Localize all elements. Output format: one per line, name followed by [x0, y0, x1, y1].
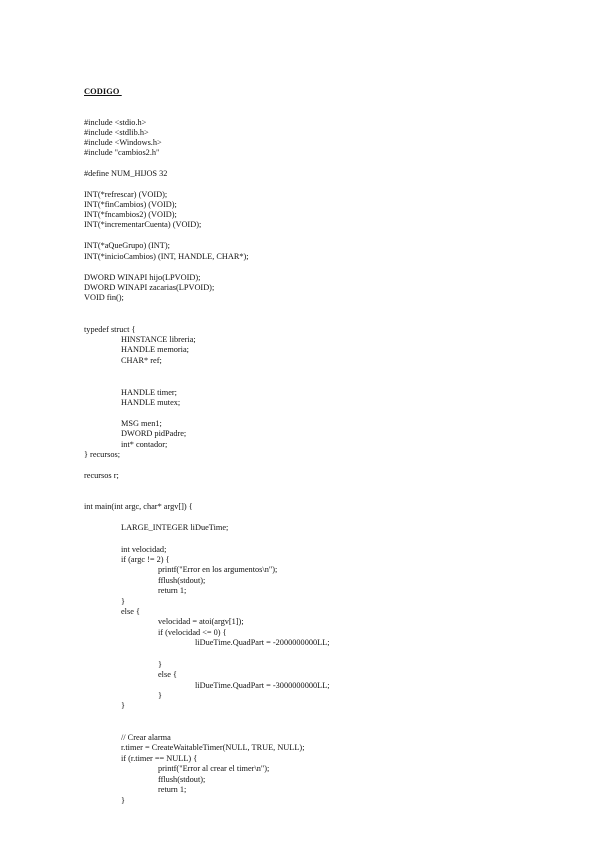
code-line: LARGE_INTEGER liDueTime;: [121, 523, 229, 532]
code-line: DWORD WINAPI hijo(LPVOID);: [84, 273, 201, 282]
code-line: return 1;: [158, 785, 187, 794]
code-line: liDueTime.QuadPart = -3000000000LL;: [195, 681, 330, 690]
code-line: INT(*aQueGrupo) (INT);: [84, 241, 170, 250]
code-line: #include <stdio.h>: [84, 118, 147, 127]
code-line: INT(*fncambios2) (VOID);: [84, 210, 177, 219]
code-line: }: [158, 691, 162, 700]
code-line: int velocidad;: [121, 545, 167, 554]
code-line: r.timer = CreateWaitableTimer(NULL, TRUE, NULL);: [121, 743, 305, 752]
code-line: #include "cambios2.h": [84, 148, 160, 157]
code-line: VOID fin();: [84, 293, 124, 302]
code-line: recursos r;: [84, 471, 119, 480]
code-line: else {: [158, 670, 177, 679]
code-line: else {: [121, 607, 140, 616]
code-line: DWORD pidPadre;: [121, 429, 187, 438]
code-line: DWORD WINAPI zacarias(LPVOID);: [84, 283, 215, 292]
code-line: #include <Windows.h>: [84, 138, 162, 147]
code-line: }: [158, 660, 162, 669]
code-line: if (argc != 2) {: [121, 555, 170, 564]
code-line: INT(*incrementarCuenta) (VOID);: [84, 220, 202, 229]
code-line: HANDLE memoria;: [121, 345, 189, 354]
code-line: return 1;: [158, 586, 187, 595]
document-heading: CODIGO: [84, 87, 122, 96]
code-line: liDueTime.QuadPart = -2000000000LL;: [195, 638, 330, 647]
code-line: INT(*finCambios) (VOID);: [84, 200, 177, 209]
code-line: #include <stdlib.h>: [84, 128, 149, 137]
code-line: printf("Error al crear el timer\n");: [158, 764, 270, 773]
code-line: int main(int argc, char* argv[]) {: [84, 502, 193, 511]
code-line: if (velocidad <= 0) {: [158, 628, 227, 637]
code-line: // Crear alarma: [121, 733, 171, 742]
code-line: INT(*refrescar) (VOID);: [84, 190, 168, 199]
code-line: MSG men1;: [121, 419, 162, 428]
code-line: if (r.timer == NULL) {: [121, 754, 198, 763]
code-line: HINSTANCE libreria;: [121, 335, 196, 344]
code-line: velocidad = atoi(argv[1]);: [158, 617, 244, 626]
code-line: HANDLE mutex;: [121, 398, 181, 407]
code-line: #define NUM_HIJOS 32: [84, 169, 168, 178]
code-line: HANDLE timer;: [121, 388, 177, 397]
code-line: int* contador;: [121, 440, 168, 449]
code-line: typedef struct {: [84, 325, 136, 334]
code-line: }: [121, 701, 125, 710]
code-line: }: [121, 796, 125, 805]
code-line: } recursos;: [84, 450, 121, 459]
code-line: fflush(stdout);: [158, 576, 206, 585]
code-line: fflush(stdout);: [158, 775, 206, 784]
code-line: CHAR* ref;: [121, 356, 162, 365]
code-line: }: [121, 597, 125, 606]
code-line: INT(*inicioCambios) (INT, HANDLE, CHAR*);: [84, 252, 249, 261]
code-line: printf("Error en los argumentos\n");: [158, 565, 278, 574]
